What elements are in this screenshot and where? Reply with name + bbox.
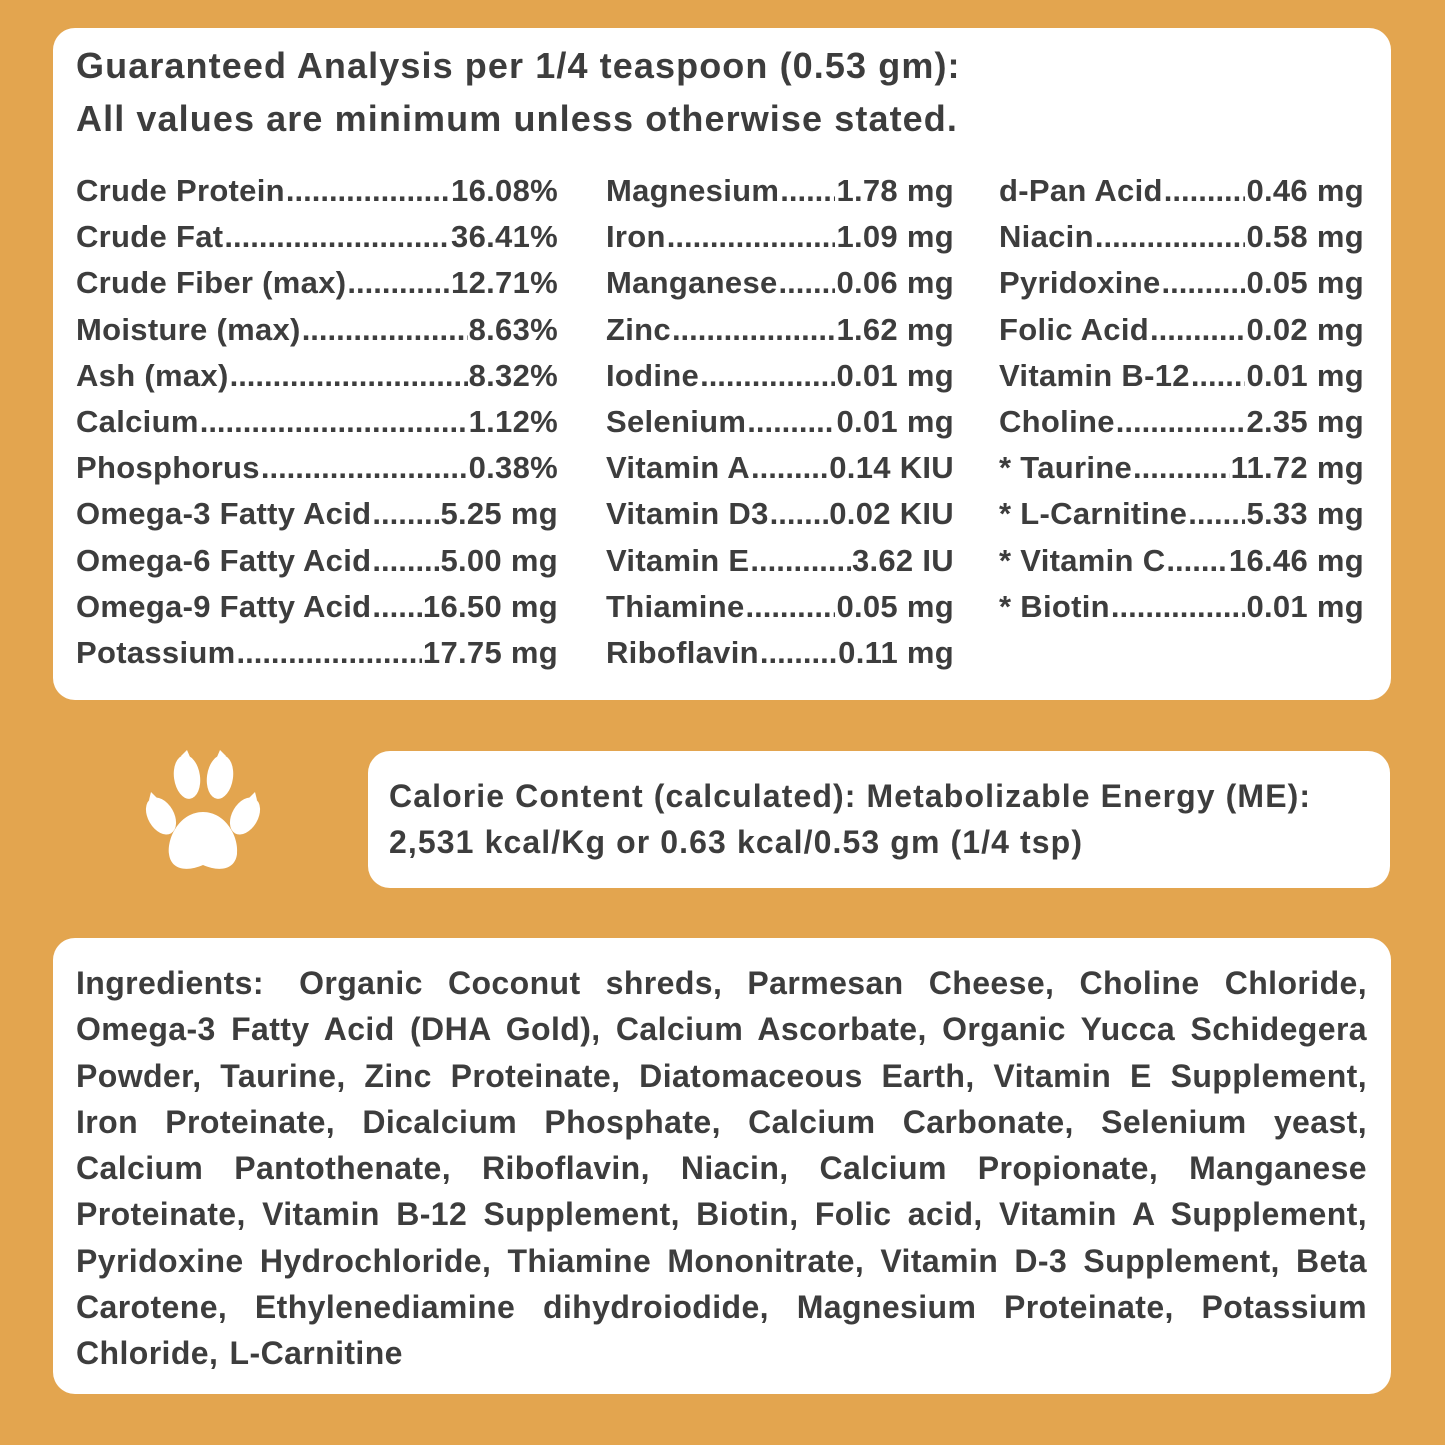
dot-leader (1188, 495, 1245, 533)
nutrient-value: 36.41% (451, 219, 558, 255)
nutrient-name: Vitamin D3 (606, 496, 769, 532)
nutrient-value: 0.01 mg (1246, 357, 1364, 393)
nutrient-name: Crude Fiber (max) (76, 265, 347, 301)
nutrient-value: 8.32% (468, 357, 558, 393)
dot-leader (1111, 588, 1246, 626)
analysis-column-3 (999, 172, 1364, 634)
nutrient-name: Omega-6 Fatty Acid (76, 542, 372, 578)
nutrient-value: 1.62 mg (836, 311, 954, 347)
ingredients-card (53, 938, 1391, 1394)
nutrient-name: * Taurine (999, 450, 1133, 486)
nutrient-row (999, 542, 1364, 588)
nutrient-value: 0.02 mg (1246, 311, 1364, 347)
calorie-content-card (368, 751, 1390, 888)
nutrient-value: 0.46 mg (1246, 173, 1364, 208)
nutrient-name: Selenium (606, 403, 747, 439)
nutrient-row (606, 311, 954, 357)
nutrient-row (999, 588, 1364, 634)
nutrient-row (606, 264, 954, 310)
nutrient-name: Vitamin E (606, 542, 750, 578)
nutrient-value: 0.02 KIU (829, 496, 954, 532)
nutrient-row (606, 542, 954, 588)
nutrient-name: Magnesium (606, 173, 780, 208)
nutrient-row (76, 311, 558, 357)
nutrient-row (606, 218, 954, 264)
nutrient-name: * L-Carnitine (999, 496, 1188, 532)
nutrient-row (999, 218, 1364, 264)
analysis-column-1 (76, 172, 558, 680)
nutrient-value: 0.11 mg (838, 634, 954, 670)
nutrient-row (606, 588, 954, 634)
analysis-column-2 (606, 172, 954, 680)
nutrient-row (999, 495, 1364, 541)
nutrient-row (999, 264, 1364, 310)
nutrient-name: Vitamin A (606, 450, 750, 486)
nutrient-name: Ash (max) (76, 357, 229, 393)
dot-leader (372, 542, 439, 580)
dot-leader (672, 311, 836, 349)
guaranteed-analysis-card (53, 28, 1391, 700)
nutrient-value: 3.62 IU (851, 542, 954, 578)
dot-leader (770, 495, 829, 533)
nutrient-row (999, 311, 1364, 357)
nutrient-name: Thiamine (606, 588, 745, 624)
dot-leader (745, 588, 835, 626)
dot-leader (230, 357, 468, 395)
nutrient-name: Calcium (76, 403, 199, 439)
dot-leader (760, 634, 837, 672)
dot-leader (286, 172, 450, 210)
calorie-content-label: Calorie Content (calculated): Metabolizable Energy (ME): (389, 778, 1312, 814)
nutrient-name: Vitamin B-12 (999, 357, 1190, 393)
nutrient-name: Crude Protein (76, 173, 285, 208)
dot-leader (1150, 311, 1245, 349)
dot-leader (372, 495, 439, 533)
ingredients-paragraph (76, 960, 1367, 1377)
nutrient-row (76, 357, 558, 403)
nutrient-value: 1.09 mg (836, 219, 954, 255)
nutrient-name: Niacin (999, 219, 1094, 255)
nutrient-name: Riboflavin (606, 634, 759, 670)
dot-leader (200, 403, 468, 441)
nutrient-row (606, 634, 954, 680)
analysis-heading: Guaranteed Analysis per 1/4 teaspoon (0.53 gm): (76, 45, 961, 86)
nutrient-row (999, 357, 1364, 403)
nutrient-name: * Vitamin C (999, 542, 1166, 578)
nutrient-name: d-Pan Acid (999, 173, 1163, 208)
dot-leader (236, 634, 421, 672)
nutrient-value: 0.01 mg (1246, 588, 1364, 624)
nutrient-name: Iron (606, 219, 666, 255)
dot-leader (1116, 403, 1246, 441)
nutrient-name: Choline (999, 403, 1115, 439)
dot-leader (747, 403, 835, 441)
dot-leader (1133, 449, 1230, 487)
nutrient-row (606, 403, 954, 449)
nutrient-row (76, 218, 558, 264)
nutrient-row (999, 403, 1364, 449)
nutrient-value: 0.58 mg (1246, 219, 1364, 255)
nutrient-value: 17.75 mg (422, 634, 558, 670)
nutrient-name: Crude Fat (76, 219, 224, 255)
nutrient-value: 5.33 mg (1246, 496, 1364, 532)
paw-print-icon (141, 750, 265, 878)
nutrient-row (606, 449, 954, 495)
nutrient-value: 0.01 mg (836, 403, 954, 439)
nutrient-row (76, 172, 558, 218)
calorie-content-value: 2,531 kcal/Kg or 0.63 kcal/0.53 gm (1/4 tsp) (389, 824, 1084, 860)
nutrient-name: Phosphorus (76, 450, 260, 486)
nutrient-name: Folic Acid (999, 311, 1149, 347)
nutrient-name: * Biotin (999, 588, 1110, 624)
nutrient-row (606, 495, 954, 541)
nutrient-row (76, 634, 558, 680)
nutrient-row (606, 357, 954, 403)
dot-leader (1191, 357, 1246, 395)
nutrient-value: 2.35 mg (1246, 403, 1364, 439)
dot-leader (780, 172, 835, 210)
analysis-subheading: All values are minimum unless otherwise stated. (76, 98, 958, 139)
nutrient-value: 11.72 mg (1230, 450, 1364, 486)
nutrient-value: 5.25 mg (440, 496, 558, 532)
nutrient-name: Zinc (606, 311, 671, 347)
dot-leader (302, 311, 468, 349)
nutrient-row (76, 588, 558, 634)
nutrient-value: 8.63% (468, 311, 558, 347)
nutrient-value: 0.38% (468, 450, 558, 486)
dot-leader (347, 264, 450, 302)
ingredients-list: Organic Coconut shreds, Parmesan Cheese, Choline Chloride, Omega-3 Fatty Acid (DHA Gold), Calcium Ascorbate, Organic Yucca Schidegera Powder, Taurine, Zinc Proteinate, Diatomaceous Earth, Vitamin E Supplement, Iron Proteinate, Dicalcium Phosphate, Calcium Carbonate, Selenium yeast, Calcium Pantothenate, Riboflavin, Niacin, Calcium Propionate, Manganese Proteinate, Vitamin B-12 Supplement, Biotin, Folic acid, Vitamin A Supplement, Pyridoxine Hydrochloride, Thiamine Mononitrate, Vitamin D-3 Supplement, Beta Carotene, Ethylenediamine dihydroiodide, Magnesium Proteinate, Potassium Chloride, L-Carnitine (76, 965, 1367, 1372)
nutrient-row (76, 449, 558, 495)
nutrient-value: 1.78 mg (836, 173, 954, 208)
dot-leader (1095, 218, 1246, 256)
dot-leader (1166, 542, 1228, 580)
dot-leader (1164, 172, 1246, 210)
nutrient-value: 16.08% (451, 173, 558, 208)
nutrient-name: Pyridoxine (999, 265, 1161, 301)
dot-leader (750, 542, 851, 580)
ingredients-label: Ingredients: (76, 965, 264, 1001)
nutrient-row (76, 264, 558, 310)
nutrient-value: 0.14 KIU (829, 450, 954, 486)
dot-leader (1162, 264, 1246, 302)
dot-leader (667, 218, 836, 256)
dot-leader (224, 218, 450, 256)
nutrient-row (606, 172, 954, 218)
nutrient-value: 5.00 mg (440, 542, 558, 578)
nutrient-row (76, 495, 558, 541)
nutrient-value: 16.50 mg (422, 588, 558, 624)
nutrient-value: 1.12% (468, 403, 558, 439)
dot-leader (261, 449, 468, 487)
nutrient-row (999, 449, 1364, 495)
nutrient-value: 12.71% (451, 265, 558, 301)
nutrient-value: 0.05 mg (1246, 265, 1364, 301)
nutrient-name: Omega-3 Fatty Acid (76, 496, 372, 532)
nutrient-value: 0.05 mg (836, 588, 954, 624)
nutrient-name: Iodine (606, 357, 700, 393)
nutrient-value: 0.01 mg (836, 357, 954, 393)
nutrient-row (999, 172, 1364, 218)
dot-leader (751, 449, 828, 487)
dot-leader (372, 588, 422, 626)
nutrient-name: Potassium (76, 634, 236, 670)
dot-leader (779, 264, 836, 302)
nutrient-name: Omega-9 Fatty Acid (76, 588, 372, 624)
nutrient-value: 0.06 mg (836, 265, 954, 301)
nutrient-name: Moisture (max) (76, 311, 301, 347)
nutrient-value: 16.46 mg (1228, 542, 1364, 578)
nutrient-row (76, 403, 558, 449)
nutrient-row (76, 542, 558, 588)
nutrient-name: Manganese (606, 265, 778, 301)
dot-leader (700, 357, 835, 395)
